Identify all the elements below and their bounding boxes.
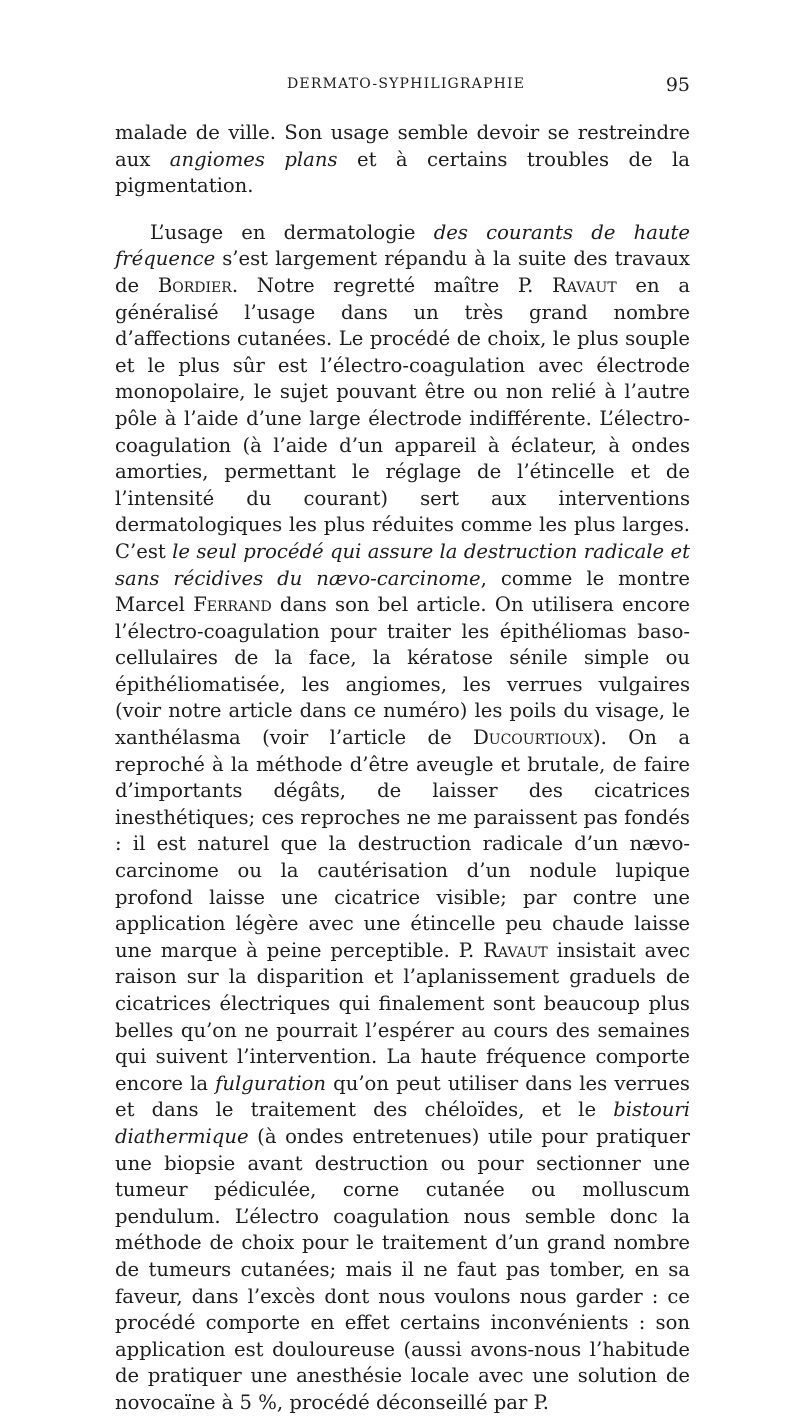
author-name: Ducourtioux [473, 726, 593, 750]
text-run: L’usage en dermatologie [150, 220, 434, 244]
author-name: Ravaut [552, 273, 617, 297]
text-run: et à certains troubles de la pigmentation. [115, 147, 690, 198]
italic-run: fulguration [215, 1071, 327, 1095]
text-run: , comme le montre Marcel [115, 566, 690, 617]
italic-run: angiomes plans [169, 147, 338, 171]
text-run: s’est largement répandu à la suite des travaux de [115, 247, 690, 297]
text-run: qu’on peut utiliser dans les verrues et dans le traitement des chéloïdes, et le [115, 1071, 690, 1122]
text-run: . Notre regretté maître P. [231, 273, 553, 297]
text-run: (à ondes entretenues) utile pour pratiquer une biopsie avant destruction ou pour sectionner une tumeur pédiculée, corne cutanée ou molluscum pendulum. L’électro coagulation nous semble donc la méthode de choix pour le traitement d’un grand nombre de tumeurs cutanées; mais il ne faut pas tomber, en sa faveur, dans l’excès dont nous voulons nous garder : ce procédé comporte en effet certains inconvénients : son application est douloureuse (aussi avons-nous l’habitude de pratiquer une anesthésie locale avec une solution de novocaïne à 5 %, procédé déconseillé par P. [115, 1124, 690, 1414]
author-name: Ferrand [193, 593, 272, 617]
body-text [115, 120, 690, 1417]
page [115, 74, 690, 1417]
italic-run: le seul procédé qui assure la destruction radicale et sans récidives du nævo-carcinome [115, 539, 690, 590]
page-number: 95 [665, 74, 690, 96]
author-name: Bordier [157, 273, 232, 297]
paragraph-high-frequency [115, 220, 690, 1417]
author-name: Ravaut [483, 938, 548, 962]
italic-run: des courants de haute fréquence [115, 220, 690, 271]
text-run: malade de ville. Son usage semble devoir se restreindre aux [115, 121, 690, 171]
text-run: dans son bel article. On utilisera encore l’électro-coagulation pour traiter les épithéliomas baso-cellulaires de la face, la kératose sénile simple ou épithéliomatisée, les angiomes, les verrues vulgaires (voir notre article dans ce numéro) les poils du visage, le xanthélasma (voir l’article de [115, 593, 690, 750]
text-run: ). On a reproché à la méthode d’être aveugle et brutale, de faire d’importants dégâts, de laisser des cicatrices inesthétiques; ces reproches ne me paraissent pas fondés : il est naturel que la destruction radicale d’un nævo-carcinome ou la cautérisation d’un nodule lupique profond laisse une cicatrice visible; par contre une application légère avec une étincelle peu chaude laisse une marque à peine perceptible. P. [115, 726, 691, 962]
running-title: DERMATO-SYPHILIGRAPHIE [287, 76, 526, 92]
text-run: insistait avec raison sur la disparition et l’aplanissement graduels de cicatrices électriques qui finalement sont beaucoup plus belles qu’on ne pourrait l’espérer au cours des semaines qui suivent l’intervention. La haute fréquence comporte encore la [115, 938, 690, 1095]
text-run: en a généralisé l’usage dans un très grand nombre d’affections cutanées. Le procédé de choix, le plus souple et le plus sûr est l’électro-coagulation avec électrode monopolaire, le sujet pouvant être ou non relié à l’autre pôle à l’aide d’une large électrode indifférente. L’électro-coagulation (à l’aide d’un appareil à éclateur, à ondes amorties, permettant le réglage de l’étincelle et de l’intensité du courant) sert aux interventions dermatologiques les plus réduites comme les plus larges. C’est [115, 273, 691, 563]
italic-run: bistouri diathermique [115, 1098, 690, 1148]
running-head [115, 74, 690, 104]
paragraph-continuation [115, 120, 690, 200]
